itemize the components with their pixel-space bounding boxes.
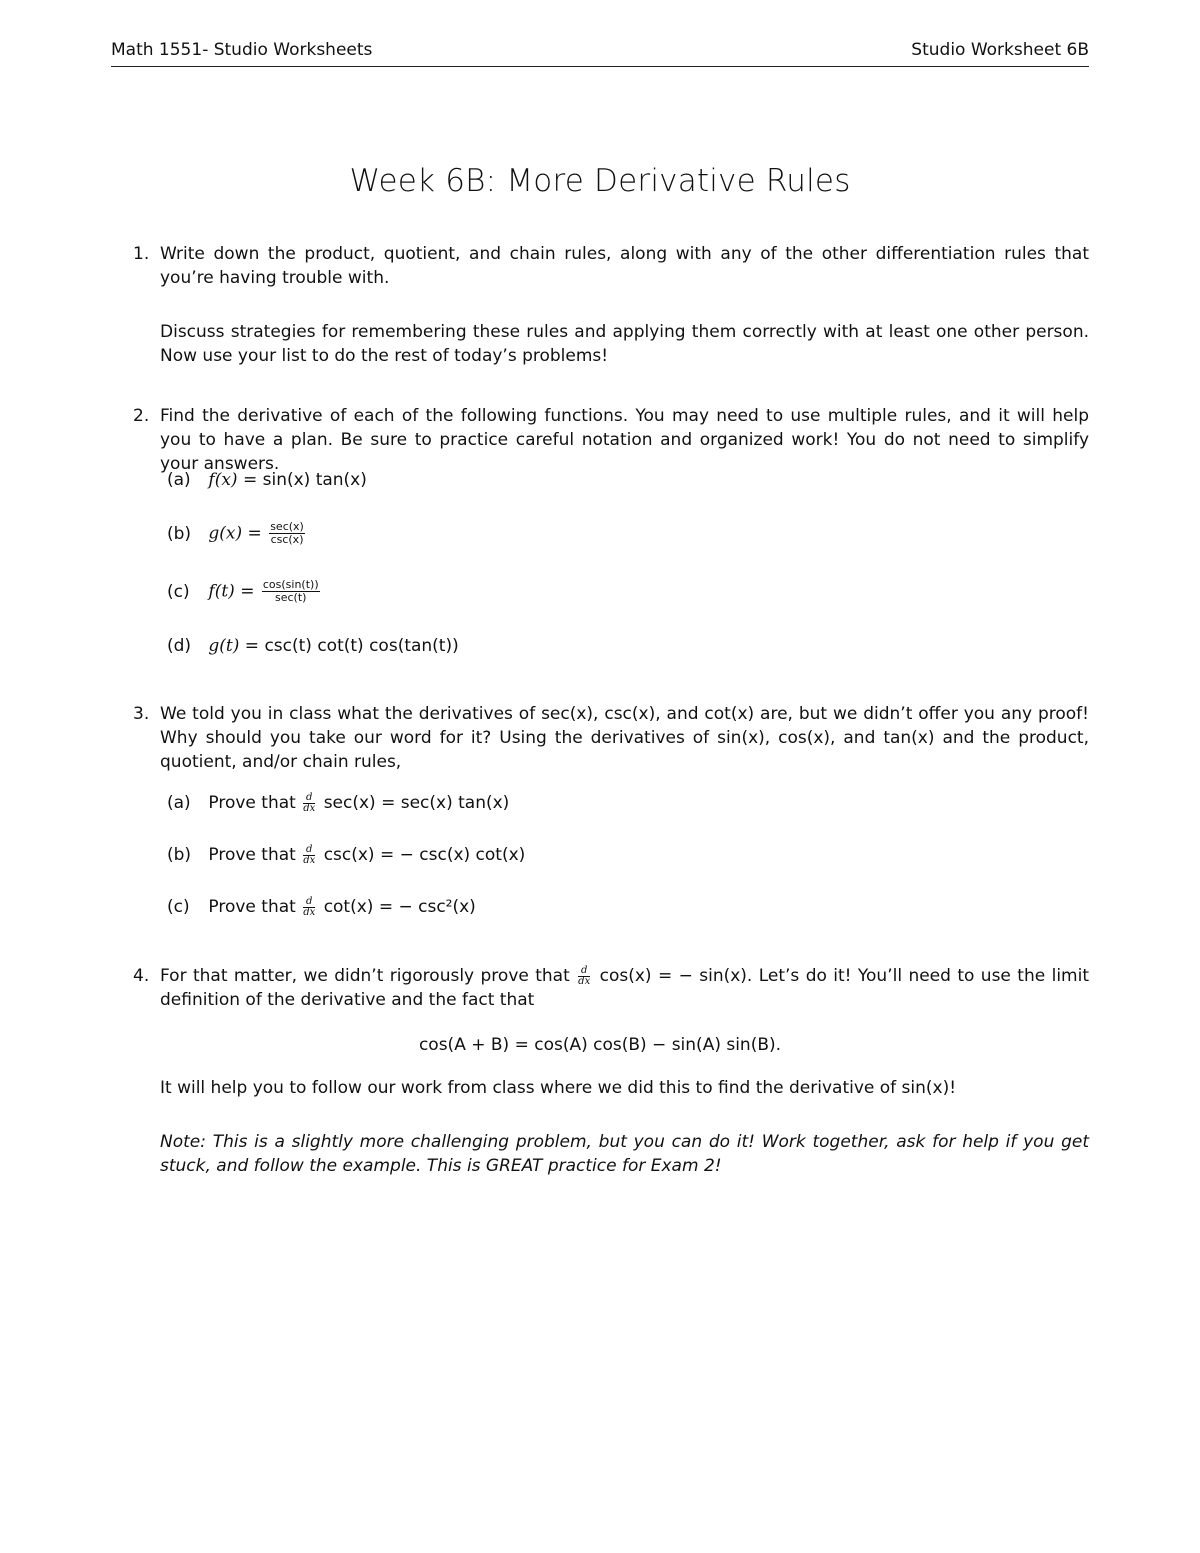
fraction-denominator: sec(t) (275, 591, 307, 604)
function-lhs: g(x) = (208, 523, 262, 544)
header-course: Math 1551- Studio Worksheets (111, 40, 373, 60)
derivative-operator: $\frac{d}{dx}$ (303, 843, 316, 866)
part-label: (b) (167, 845, 192, 865)
problem-4 (133, 964, 1093, 1012)
part-3c (167, 895, 476, 919)
identity-expression: cot(x) = − csc²(x) (323, 897, 476, 917)
problem-number: 3. (133, 704, 150, 724)
part-2c (167, 579, 322, 604)
part-prefix: Prove that (208, 897, 296, 917)
part-label: (d) (167, 636, 192, 656)
function-lhs: f(t) = (208, 581, 255, 602)
part-2d (167, 634, 459, 658)
function-rhs: csc(t) cot(t) cos(tan(t)) (264, 636, 459, 656)
page-title: Week 6B: More Derivative Rules (349, 163, 851, 199)
part-label: (a) (167, 793, 191, 813)
problem-text: Discuss strategies for remembering these rules and applying them correctly with at least one other person. Now use your list to do the rest of today’s problems! (160, 322, 1089, 366)
fraction-numerator: sec(x) (270, 520, 304, 533)
header-worksheet: Studio Worksheet 6B (911, 40, 1089, 60)
part-2b (167, 521, 307, 546)
problem-text: We told you in class what the derivatives of sec(x), csc(x), and cot(x) are, but we didn’t offer you any proof! Why should you take our word for it? Using the derivatives of sin(x), cos(x), and tan(x) and the product, quotient, and/or chain rules, (160, 704, 1089, 772)
function-lhs: f(x) = (208, 470, 258, 490)
derivative-operator: $\frac{d}{dx}$ (303, 791, 316, 814)
identity-expression: csc(x) = − csc(x) cot(x) (323, 845, 526, 865)
problem-note: Note: This is a slightly more challenging problem, but you can do it! Work together, ask for help if you get stuck, and follow the example. This is GREAT practice for Exam 2! (160, 1132, 1089, 1176)
problem-number: 1. (133, 244, 150, 264)
fraction (269, 521, 305, 546)
identity-expression: sec(x) = sec(x) tan(x) (323, 793, 510, 813)
part-label: (b) (167, 523, 192, 544)
problem-text: Find the derivative of each of the following functions. You may need to use multiple rules, and it will help you to have a plan. Be sure to practice careful notation and organized work! You do not need to simplify your answers. (160, 406, 1089, 474)
part-prefix: Prove that (208, 793, 296, 813)
problem-4-follow (133, 1076, 1093, 1178)
problem-text: For that matter, we didn’t rigorously prove that $\frac{d}{dx}$ cos(x) = − sin(x). Let’s do it! You’ll need to use the limit definition of the derivative and the fact that (160, 964, 1089, 1010)
fraction (262, 579, 320, 604)
part-2a (167, 468, 367, 492)
problem-number: 2. (133, 406, 150, 426)
problem-1 (133, 242, 1093, 368)
derivative-operator: $\frac{d}{dx}$ (578, 964, 591, 987)
fraction-denominator: csc(x) (270, 533, 304, 546)
function-rhs: sin(x) tan(x) (262, 470, 367, 490)
problem-number: 4. (133, 966, 150, 986)
problem-2 (133, 404, 1093, 476)
problem-text: It will help you to follow our work from class where we did this to find the derivative of sin(x)! (160, 1078, 957, 1098)
part-3b (167, 843, 525, 867)
problem-3 (133, 702, 1093, 774)
page-header (111, 38, 1089, 67)
cosine-sum-identity: cos(A + B) = cos(A) cos(B) − sin(A) sin(B). (418, 1035, 782, 1055)
part-label: (c) (167, 581, 190, 602)
part-3a (167, 791, 509, 815)
function-lhs: g(t) = (208, 636, 260, 656)
part-label: (a) (167, 470, 191, 490)
derivative-operator: $\frac{d}{dx}$ (303, 895, 316, 918)
problem-text: Write down the product, quotient, and chain rules, along with any of the other differentiation rules that you’re having trouble with. (160, 244, 1089, 288)
fraction-numerator: cos(sin(t)) (262, 578, 319, 591)
part-label: (c) (167, 897, 190, 917)
part-prefix: Prove that (208, 845, 296, 865)
